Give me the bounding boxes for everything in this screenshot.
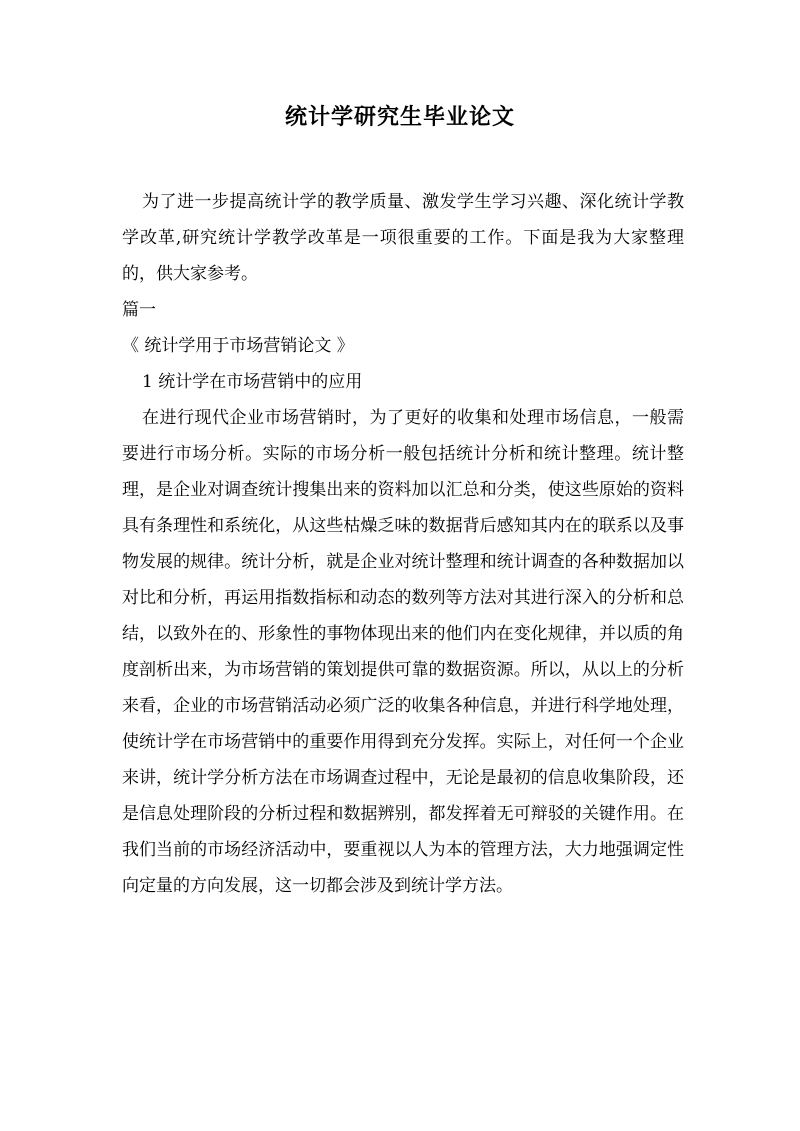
document-title: 统计学研究生毕业论文 (284, 105, 515, 130)
document-body (122, 184, 684, 904)
article-title: 《 统计学用于市场营销论文 》 (122, 336, 354, 356)
section-heading: 1 统计学在市场营销中的应用 (142, 372, 363, 392)
section-label: 篇一 (122, 300, 156, 320)
body-paragraph: 在进行现代企业市场营销时，为了更好的收集和处理市场信息，一般需要进行市场分析。实际的市场分析一般包括统计分析和统计整理。统计整理，是企业对调查统计搜集出来的资料加以汇总和分类，使这些原始的资料具有条理性和系统化，从这些枯燥乏味的数据背后感知其内在的联系以及事物发展的规律。统计分析，就是企业对统计整理和统计调查的各种数据加以对比和分析，再运用指数指标和动态的数列等方法对其进行深入的分析和总结，以致外在的、形象性的事物体现出来的他们内在变化规律，并以质的角度剖析出来，为市场营销的策划提供可靠的数据资源。所以，从以上的分析来看，企业的市场营销活动必须广泛的收集各种信息，并进行科学地处理，使统计学在市场营销中的重要作用得到充分发挥。实际上，对任何一个企业来讲，统计学分析方法在市场调查过程中，无论是最初的信息收集阶段，还是信息处理阶段的分析过程和数据辨别，都发挥着无可辩驳的关键作用。在我们当前的市场经济活动中，要重视以人为本的管理方法，大力地强调定性向定量的方向发展，这一切都会涉及到统计学方法。 (122, 408, 684, 896)
intro-paragraph: 为了进一步提高统计学的教学质量、激发学生学习兴趣、深化统计学教学改革,研究统计学教学改革是一项很重要的工作。下面是我为大家整理的，供大家参考。 (122, 192, 684, 284)
